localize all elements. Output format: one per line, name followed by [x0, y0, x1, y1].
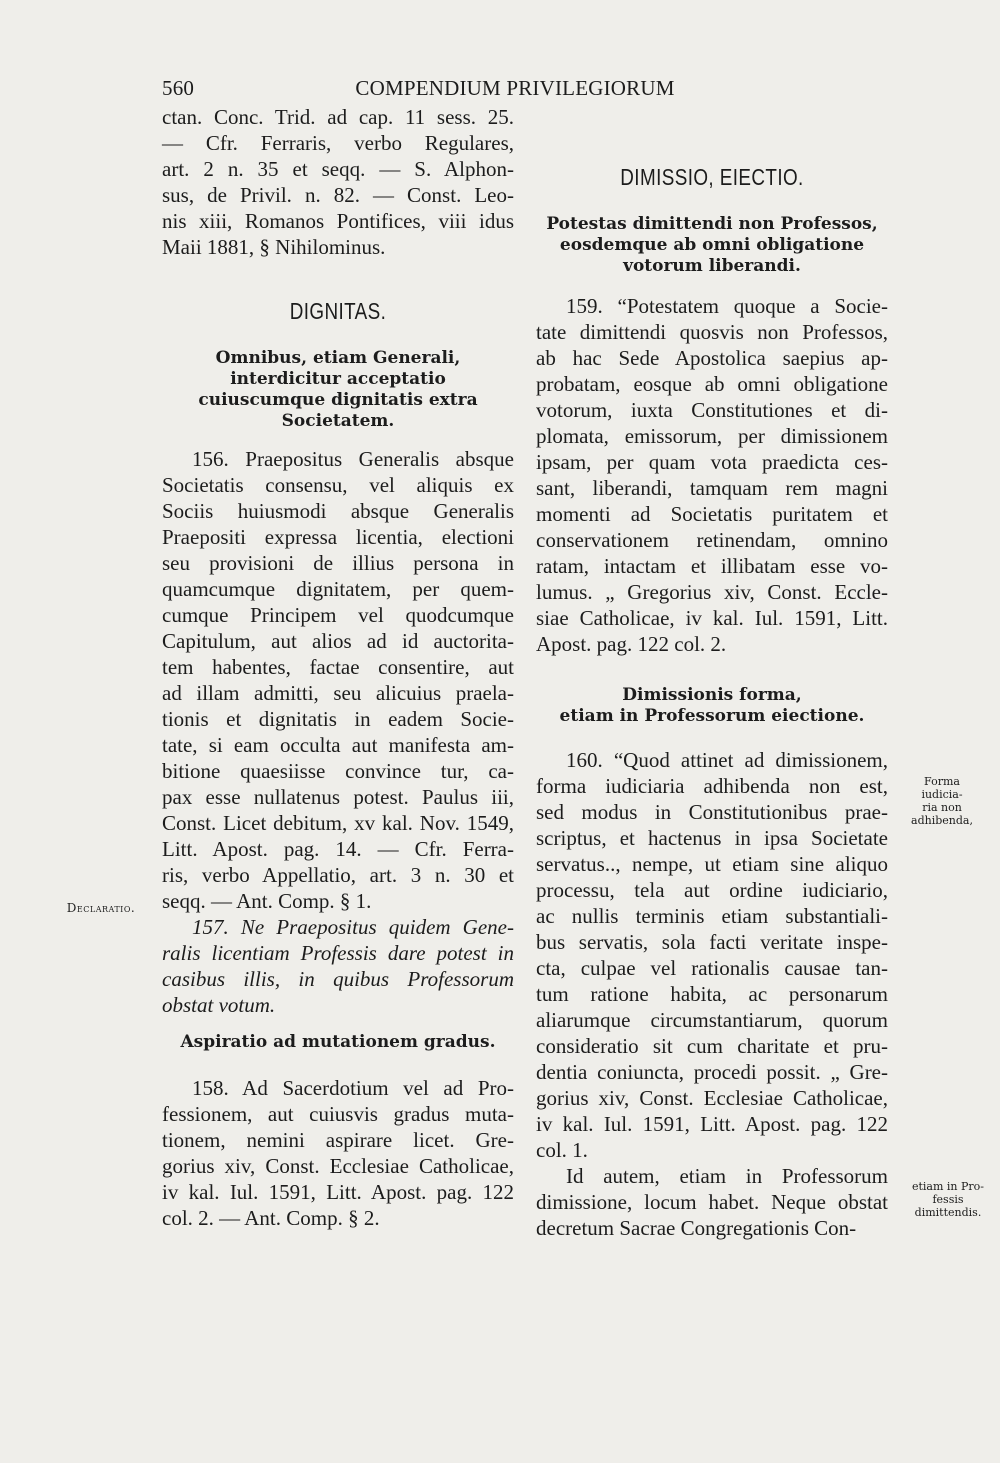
subtitle-line: cuiuscumque dignitatis extra Societatem.: [198, 390, 478, 431]
text-line: probatam, eosque ab omni obligatione: [536, 372, 888, 396]
text-line: 156. Praepositus Generalis absque: [192, 447, 514, 471]
text-line: 159. “Potestatem quoque a Socie-: [566, 294, 888, 318]
margin-note-etiam: [910, 1180, 986, 1219]
margin-note-declaratio: Declaratio.: [66, 901, 136, 915]
text-line: dimissione, locum habet. Neque obstat: [536, 1190, 888, 1214]
text-line: ris, verbo Appellatio, art. 3 n. 30 et: [162, 863, 514, 887]
paragraph-final: [536, 1163, 888, 1241]
text-line: forma iudiciaria adhibenda non est,: [536, 774, 888, 798]
text-line: consideratio sit cum charitate et pru-: [536, 1034, 888, 1058]
text-line: tate, si eam occulta aut manifesta am-: [162, 733, 514, 757]
text-line: ad illam admitti, seu alicuius praela-: [162, 681, 514, 705]
paragraph-159: [536, 293, 888, 657]
text-line: ac nullis terminis etiam substantiali-: [536, 904, 888, 928]
text-line: conservationem retinendam, omnino: [536, 528, 888, 552]
subtitle-line: eosdemque ab omni obligatione: [559, 235, 865, 255]
margin-line: etiam in Pro-: [911, 1180, 985, 1193]
text-line: ratam, intactam et illibatam esse vo-: [536, 554, 888, 578]
section-subtitle-dignitas: [162, 348, 514, 432]
text-line: bitione quaesiisse convince tur, ca-: [162, 759, 514, 783]
subtitle-line: Dimissionis forma,: [622, 685, 802, 705]
text-line: sed modus in Constitutionibus prae-: [536, 800, 888, 824]
text-line: Const. Licet debitum, xv kal. Nov. 1549,: [162, 811, 514, 835]
text-line: decretum Sacrae Congregationis Con-: [536, 1216, 857, 1240]
text-line: tum ratione habita, ac personarum: [536, 982, 888, 1006]
text-line: 158. Ad Sacerdotium vel ad Pro-: [192, 1076, 514, 1100]
text-line: gorius xiv, Const. Ecclesiae Catholicae,: [536, 1086, 888, 1110]
subhead-dimissionis: [536, 685, 888, 727]
text-line: sus, de Privil. n. 82. — Const. Leo-: [162, 183, 514, 207]
running-title: COMPENDIUM PRIVILEGIORUM: [355, 76, 675, 100]
text-line: processu, tela aut ordine iudiciario,: [536, 878, 888, 902]
text-line: scriptus, et hactenus in ipsa Societate: [536, 826, 888, 850]
text-line: — Cfr. Ferraris, verbo Regulares,: [162, 131, 514, 155]
margin-line: fessis: [932, 1193, 964, 1206]
text-line: Sociis huiusmodi absque Generalis: [162, 499, 514, 523]
text-line: iv kal. Iul. 1591, Litt. Apost. pag. 122: [162, 1180, 514, 1204]
text-line: ipsam, per quam vota praedicta ces-: [536, 450, 888, 474]
text-line: gorius xiv, Const. Ecclesiae Catholicae,: [162, 1154, 514, 1178]
paragraph-157: [162, 914, 514, 1018]
text-line: Litt. Apost. pag. 14. — Cfr. Ferra-: [162, 837, 514, 861]
text-line: ctan. Conc. Trid. ad cap. 11 sess. 25.: [162, 105, 514, 129]
text-line: tionis et dignitatis in eadem Socie-: [162, 707, 514, 731]
text-line: col. 2. — Ant. Comp. § 2.: [162, 1206, 380, 1230]
text-line: 157. Ne Praepositus quidem Gene-: [192, 915, 514, 939]
text-line: nis xiii, Romanos Pontifices, viii idus: [162, 209, 514, 233]
text-line: tionem, nemini aspirare licet. Gre-: [162, 1128, 514, 1152]
subhead-aspiratio: Aspiratio ad mutationem gradus.: [180, 1032, 496, 1052]
text-line: seqq. — Ant. Comp. § 1.: [162, 889, 372, 913]
text-line: plomata, emissorum, per dimissionem: [536, 424, 888, 448]
text-line: ralis licentiam Professis dare potest in: [162, 941, 514, 965]
text-line: sant, liberandi, tamquam rem magni: [536, 476, 888, 500]
text-line: Maii 1881, § Nihilominus.: [162, 235, 386, 259]
margin-line: ria non: [922, 801, 962, 814]
text-line: lumus. „ Gregorius xiv, Const. Eccle-: [536, 580, 888, 604]
text-line: art. 2 n. 35 et seqq. — S. Alphon-: [162, 157, 514, 181]
text-line: tem habentes, factae consentire, aut: [162, 655, 514, 679]
text-line: ab hac Sede Apostolica saepius ap-: [536, 346, 888, 370]
text-line: aliarumque circumstantiarum, quorum: [536, 1008, 888, 1032]
text-line: 160. “Quod attinet ad dimissionem,: [566, 748, 888, 772]
section-title-dimissio: DIMISSIO, EIECTIO.: [620, 164, 804, 190]
subtitle-line: votorum liberandi.: [623, 256, 801, 276]
text-line: obstat votum.: [162, 993, 276, 1017]
subtitle-line: Potestas dimittendi non Professos,: [546, 214, 878, 234]
left-column: [162, 104, 514, 1231]
paragraph-156: [162, 446, 514, 914]
intro-citation: [162, 104, 514, 260]
text-line: servatus.., nempe, ut etiam sine aliquo: [536, 852, 888, 876]
subtitle-line: Omnibus, etiam Generali,: [215, 348, 461, 368]
text-line: votorum, iuxta Constitutiones et di-: [536, 398, 888, 422]
text-line: bus servatis, sola facti veritate inspe-: [536, 930, 888, 954]
paragraph-158: [162, 1075, 514, 1231]
text-line: Id autem, etiam in Professorum: [566, 1164, 888, 1188]
text-line: Praepositi expressa licentia, electioni: [162, 525, 514, 549]
subtitle-line: etiam in Professorum eiectione.: [559, 706, 865, 726]
page-number: 560: [162, 76, 195, 100]
margin-line: dimittendis.: [914, 1206, 982, 1219]
text-line: cta, culpae vel rationalis causae tan-: [536, 956, 888, 980]
text-line: dentia coniuncta, procedi possit. „ Gre-: [536, 1060, 888, 1084]
right-column: [536, 104, 888, 1241]
text-line: pax esse nullatenus potest. Paulus iii,: [162, 785, 514, 809]
text-line: Societatis consensu, vel aliquis ex: [162, 473, 514, 497]
text-line: momenti ad Societatis puritatem et: [536, 502, 888, 526]
page-header: [162, 72, 868, 104]
text-line: fessionem, aut cuiusvis gradus muta-: [162, 1102, 514, 1126]
text-line: siae Catholicae, iv kal. Iul. 1591, Litt.: [536, 606, 888, 630]
text-line: col. 1.: [536, 1138, 588, 1162]
text-line: cumque Principem vel quodcumque: [162, 603, 514, 627]
text-line: Capitulum, aut alios ad id auctorita-: [162, 629, 514, 653]
text-line: Apost. pag. 122 col. 2.: [536, 632, 727, 656]
margin-note-forma: [904, 775, 980, 827]
section-subtitle-dimissio: [536, 214, 888, 277]
margin-line: Forma iudicia-: [921, 775, 963, 801]
paragraph-160: [536, 747, 888, 1163]
text-line: tate dimittendi quosvis non Professos,: [536, 320, 888, 344]
subtitle-line: interdicitur acceptatio: [230, 369, 446, 389]
section-title-dignitas: DIGNITAS.: [289, 298, 387, 324]
text-line: quamcumque dignitatem, per quem-: [162, 577, 514, 601]
text-line: iv kal. Iul. 1591, Litt. Apost. pag. 122: [536, 1112, 888, 1136]
margin-line: adhibenda,: [911, 814, 973, 827]
text-line: seu provisioni de illius persona in: [162, 551, 514, 575]
text-line: casibus illis, in quibus Professorum: [162, 967, 514, 991]
